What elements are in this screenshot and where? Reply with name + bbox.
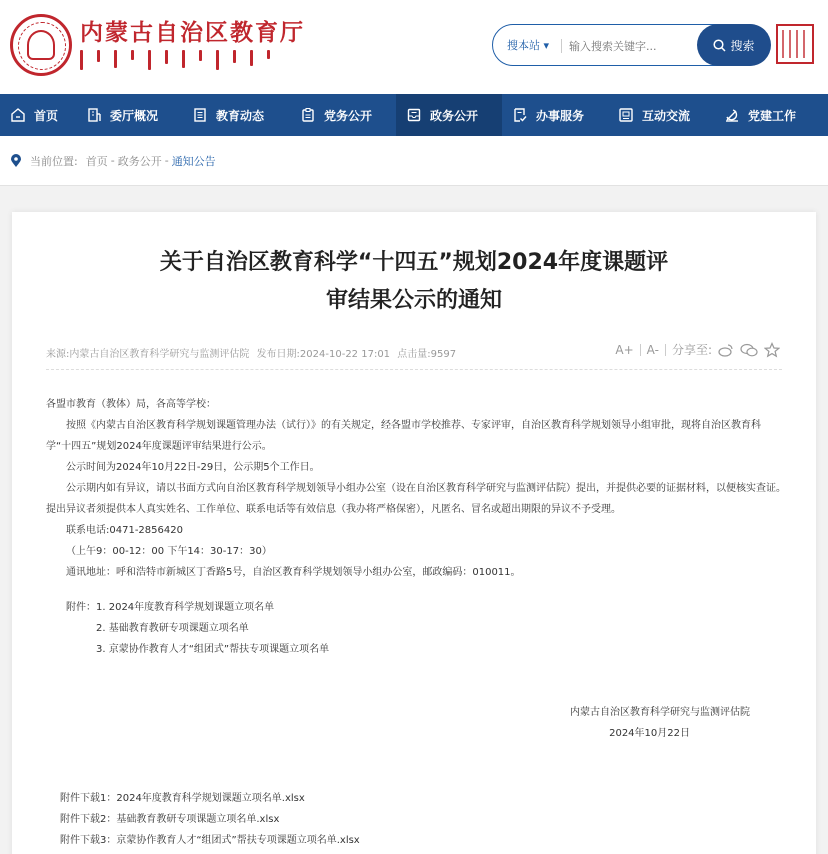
search-icon <box>713 39 726 52</box>
article-card <box>12 212 816 854</box>
search-box <box>492 24 770 66</box>
nav-label: 党务公开 <box>324 108 373 123</box>
weibo-icon[interactable] <box>718 343 734 357</box>
search-divider <box>561 39 562 53</box>
breadcrumb-separator: - <box>164 154 169 167</box>
nav-label: 党建工作 <box>748 108 797 123</box>
logo-emblem <box>27 30 55 60</box>
nav-item-news[interactable] <box>182 94 290 136</box>
nav-label: 互动交流 <box>642 108 691 123</box>
list-icon <box>192 107 208 123</box>
paragraph-objection: 公示期内如有异议，请以书面方式向自治区教育科学规划领导小组办公室（设在自治区教育科学研究与监测评估院）提出，并提供必要的证据材料，以便核实查证。提出异议者须提供本人真实姓名、工作单位、联系电话等有效信息（我办将严格保密），凡匿名、冒名或超出期限的异议不予受理。 <box>46 483 786 515</box>
article-tools <box>615 341 780 358</box>
nav-label: 首页 <box>34 108 59 123</box>
paragraph-period: 公示时间为2024年10月22日-29日，公示期5个工作日。 <box>66 462 320 473</box>
search-button-label: 搜索 <box>730 38 755 53</box>
meta-date: 发布日期:2024-10-22 17:01 <box>256 349 391 360</box>
inbox-icon <box>406 107 422 123</box>
main-nav <box>0 94 828 136</box>
breadcrumb <box>0 136 828 186</box>
nav-item-government-affairs[interactable] <box>396 94 502 136</box>
tool-divider <box>640 344 641 356</box>
tool-divider <box>665 344 666 356</box>
location-pin-icon <box>10 154 22 168</box>
meta-source: 来源:内蒙古自治区教育科学研究与监测评估院 <box>46 349 250 360</box>
download-link[interactable]: 附件下载3：京蒙协作教育人才“组团式”帮扶专项课题立项名单.xlsx <box>60 835 360 846</box>
article-title <box>12 244 816 320</box>
search-input[interactable] <box>569 36 689 56</box>
nav-label: 教育动态 <box>216 108 265 123</box>
nav-item-services[interactable] <box>502 94 608 136</box>
breadcrumb-government-affairs[interactable]: 政务公开 <box>117 154 162 168</box>
article-body <box>46 394 786 744</box>
attachment-item: 附件：1. 2024年度教育科学规划课题立项名单 <box>66 602 275 613</box>
wechat-icon[interactable] <box>740 343 758 357</box>
font-decrease-button[interactable]: A- <box>646 342 659 357</box>
greeting: 各盟市教育（教体）局，各高等学校： <box>46 399 216 410</box>
building-icon <box>86 107 102 123</box>
mongolian-seal-logo[interactable] <box>776 24 814 64</box>
party-emblem-icon <box>724 107 740 123</box>
share-label: 分享至: <box>671 343 712 357</box>
breadcrumb-prefix: 当前位置: <box>30 154 78 168</box>
chat-box-icon <box>618 107 634 123</box>
spacer <box>46 660 786 702</box>
office-hours: （上午9：00-12：00 下午14：30-17：30） <box>66 546 272 557</box>
nav-item-home[interactable] <box>0 94 76 136</box>
download-list <box>60 788 360 851</box>
breadcrumb-separator: - <box>110 154 115 167</box>
site-header <box>0 0 828 94</box>
search-scope-dropdown[interactable]: 搜本站 ▾ <box>507 39 550 52</box>
download-link[interactable]: 附件下载1：2024年度教育科学规划课题立项名单.xlsx <box>60 793 305 804</box>
nav-label: 委厅概况 <box>110 108 159 123</box>
nav-label: 政务公开 <box>430 108 479 123</box>
mongolian-script-title <box>80 50 305 72</box>
search-button[interactable] <box>697 24 771 66</box>
attachment-item: 2. 基础教育教研专项课题立项名单 <box>96 623 249 634</box>
nav-item-party-affairs[interactable] <box>290 94 396 136</box>
font-increase-button[interactable]: A+ <box>615 342 634 357</box>
spacer <box>46 583 786 597</box>
breadcrumb-current[interactable]: 通知公告 <box>171 154 216 168</box>
title-line-1: 关于自治区教育科学“十四五”规划2024年度课题评 <box>159 250 669 275</box>
paragraph-basis: 按照《内蒙古自治区教育科学规划课题管理办法（试行）》的有关规定，经各盟市学校推荐、专家评审，自治区教育科学规划领导小组审批，现将自治区教育科学“十四五”规划2024年度课题评审结果进行公示。 <box>46 420 761 452</box>
title-line-2: 审结果公示的通知 <box>325 288 502 313</box>
attachment-item: 3. 京蒙协作教育人才“组团式”帮扶专项课题立项名单 <box>96 644 330 655</box>
home-icon <box>10 107 26 123</box>
article-meta <box>46 345 460 360</box>
signature-date: 2024年10月22日 <box>609 728 690 739</box>
meta-divider <box>46 369 782 370</box>
check-doc-icon <box>512 107 528 123</box>
breadcrumb-home[interactable]: 首页 <box>85 154 108 168</box>
signature-org: 内蒙古自治区教育科学研究与监测评估院 <box>570 707 750 718</box>
nav-item-party-building[interactable] <box>714 94 828 136</box>
contact-address: 通讯地址：呼和浩特市新城区丁香路5号，自治区教育科学规划领导小组办公室，邮政编码：010011。 <box>66 567 521 578</box>
contact-phone: 联系电话:0471-2856420 <box>66 525 183 536</box>
clipboard-icon <box>300 107 316 123</box>
star-icon[interactable] <box>764 342 780 358</box>
download-link[interactable]: 附件下载2：基础教育教研专项课题立项名单.xlsx <box>60 814 280 825</box>
site-title[interactable]: 内蒙古自治区教育厅 <box>80 19 305 46</box>
nav-label: 办事服务 <box>536 108 585 123</box>
nav-item-overview[interactable] <box>76 94 182 136</box>
meta-clicks: 点击量:9597 <box>397 349 457 360</box>
nav-item-interaction[interactable] <box>608 94 714 136</box>
education-department-logo[interactable] <box>10 14 72 76</box>
